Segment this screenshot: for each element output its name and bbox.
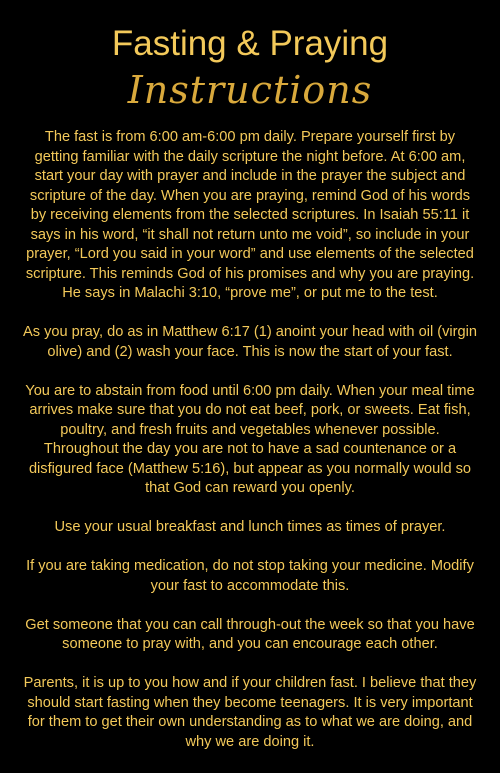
paragraph-parents: Parents, it is up to you how and if your children fast. I believe that they should start fasting when they become teenagers. It is very important for them to get their own understanding as to what we are doing, and why we are doing it.: [23, 675, 477, 750]
page-subtitle: Instructions: [127, 68, 373, 112]
page-title: Fasting & Praying: [111, 24, 389, 63]
instructions-body: [22, 128, 478, 752]
paragraph-prayer-times: Use your usual breakfast and lunch times as times of prayer.: [54, 519, 446, 535]
paragraph-abstain: You are to abstain from food until 6:00 pm daily. When your meal time arrives make sure that you do not eat beef, pork, or sweets. Eat fish, poultry, and fresh fruits and vegetables whenever possible. Throughout the day you are not to have a sad countenance or a disfigured face (Matthew 5:16), but appear as you normally would so that God can reward you openly.: [25, 382, 475, 496]
paragraph-medication: If you are taking medication, do not stop taking your medicine. Modify your fast to accommodate this.: [26, 558, 474, 594]
paragraph-anoint: As you pray, do as in Matthew 6:17 (1) anoint your head with oil (virgin olive) and (2) wash your face. This is now the start of your fast.: [23, 324, 477, 360]
paragraph-fast-schedule: The fast is from 6:00 am-6:00 pm daily. Prepare yourself first by getting familiar with the daily scripture the night before. At 6:00 am, start your day with prayer and include in the prayer the subject and scripture of the day. When you are praying, remind God of his words by receiving elements from the selected scriptures. In Isaiah 55:11 it says in his word, “it shall not return unto me void”, so include in your prayer, “Lord you said in your word” and use elements of the selected scripture. This reminds God of his promises and why you are praying. He says in Malachi 3:10, “prove me”, or put me to the test.: [25, 129, 475, 301]
paragraph-prayer-partner: Get someone that you can call through-out the week so that you have someone to pray with, and you can encourage each other.: [25, 616, 475, 652]
